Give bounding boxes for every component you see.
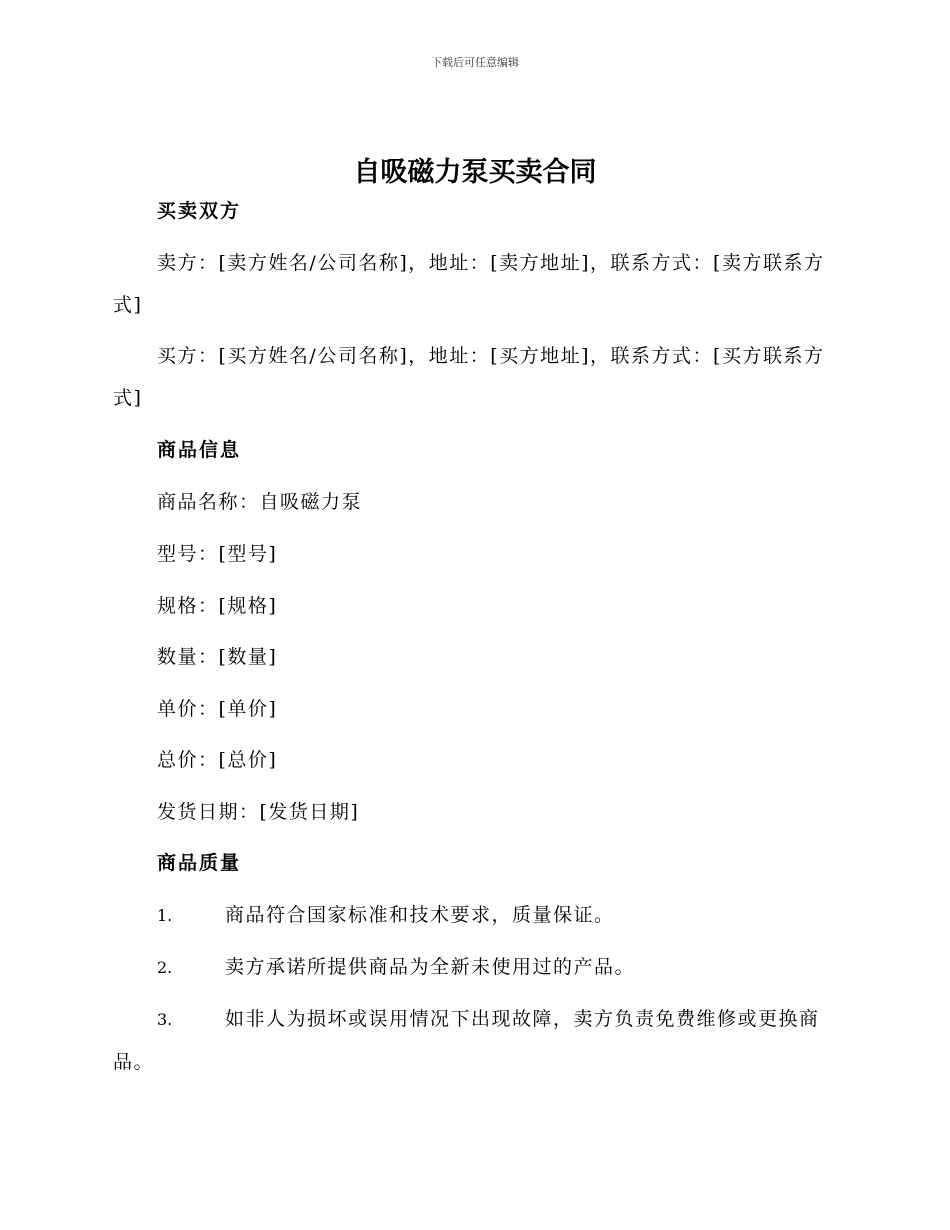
goods-field-unit-price: 单价：[单价] — [157, 698, 278, 720]
list-item-text: 如非人为损坏或误用情况下出现故障，卖方负责免费维修或更换商品。 — [113, 1008, 820, 1073]
section-heading-quality: 商品质量 — [157, 852, 242, 874]
quality-list-item — [113, 894, 833, 937]
page-header-note: 下载后可任意编辑 — [431, 56, 519, 69]
list-item-text: 商品符合国家标准和技术要求，质量保证。 — [225, 904, 615, 926]
goods-field-spec: 规格：[规格] — [157, 595, 278, 617]
goods-field-total-price: 总价：[总价] — [157, 749, 278, 771]
quality-list-item — [113, 998, 833, 1083]
goods-field-name: 商品名称：自吸磁力泵 — [157, 491, 363, 513]
quality-list-item — [113, 946, 833, 989]
goods-field-ship-date: 发货日期：[发货日期] — [157, 801, 360, 823]
list-item-number: 1. — [157, 906, 173, 925]
section-heading-parties: 买卖双方 — [157, 200, 242, 222]
list-item-text: 卖方承诺所提供商品为全新未使用过的产品。 — [225, 956, 636, 978]
seller-info-paragraph: 卖方：[卖方姓名/公司名称]，地址：[卖方地址]，联系方式：[卖方联系方式] — [113, 252, 825, 316]
list-item-number: 2. — [157, 958, 173, 977]
list-item-number: 3. — [157, 1010, 173, 1029]
document-title: 自吸磁力泵买卖合同 — [353, 157, 597, 188]
buyer-info-paragraph: 买方：[买方姓名/公司名称]，地址：[买方地址]，联系方式：[买方联系方式] — [113, 345, 825, 409]
goods-field-model: 型号：[型号] — [157, 543, 278, 565]
section-heading-goods: 商品信息 — [157, 439, 242, 461]
goods-field-quantity: 数量：[数量] — [157, 646, 278, 668]
